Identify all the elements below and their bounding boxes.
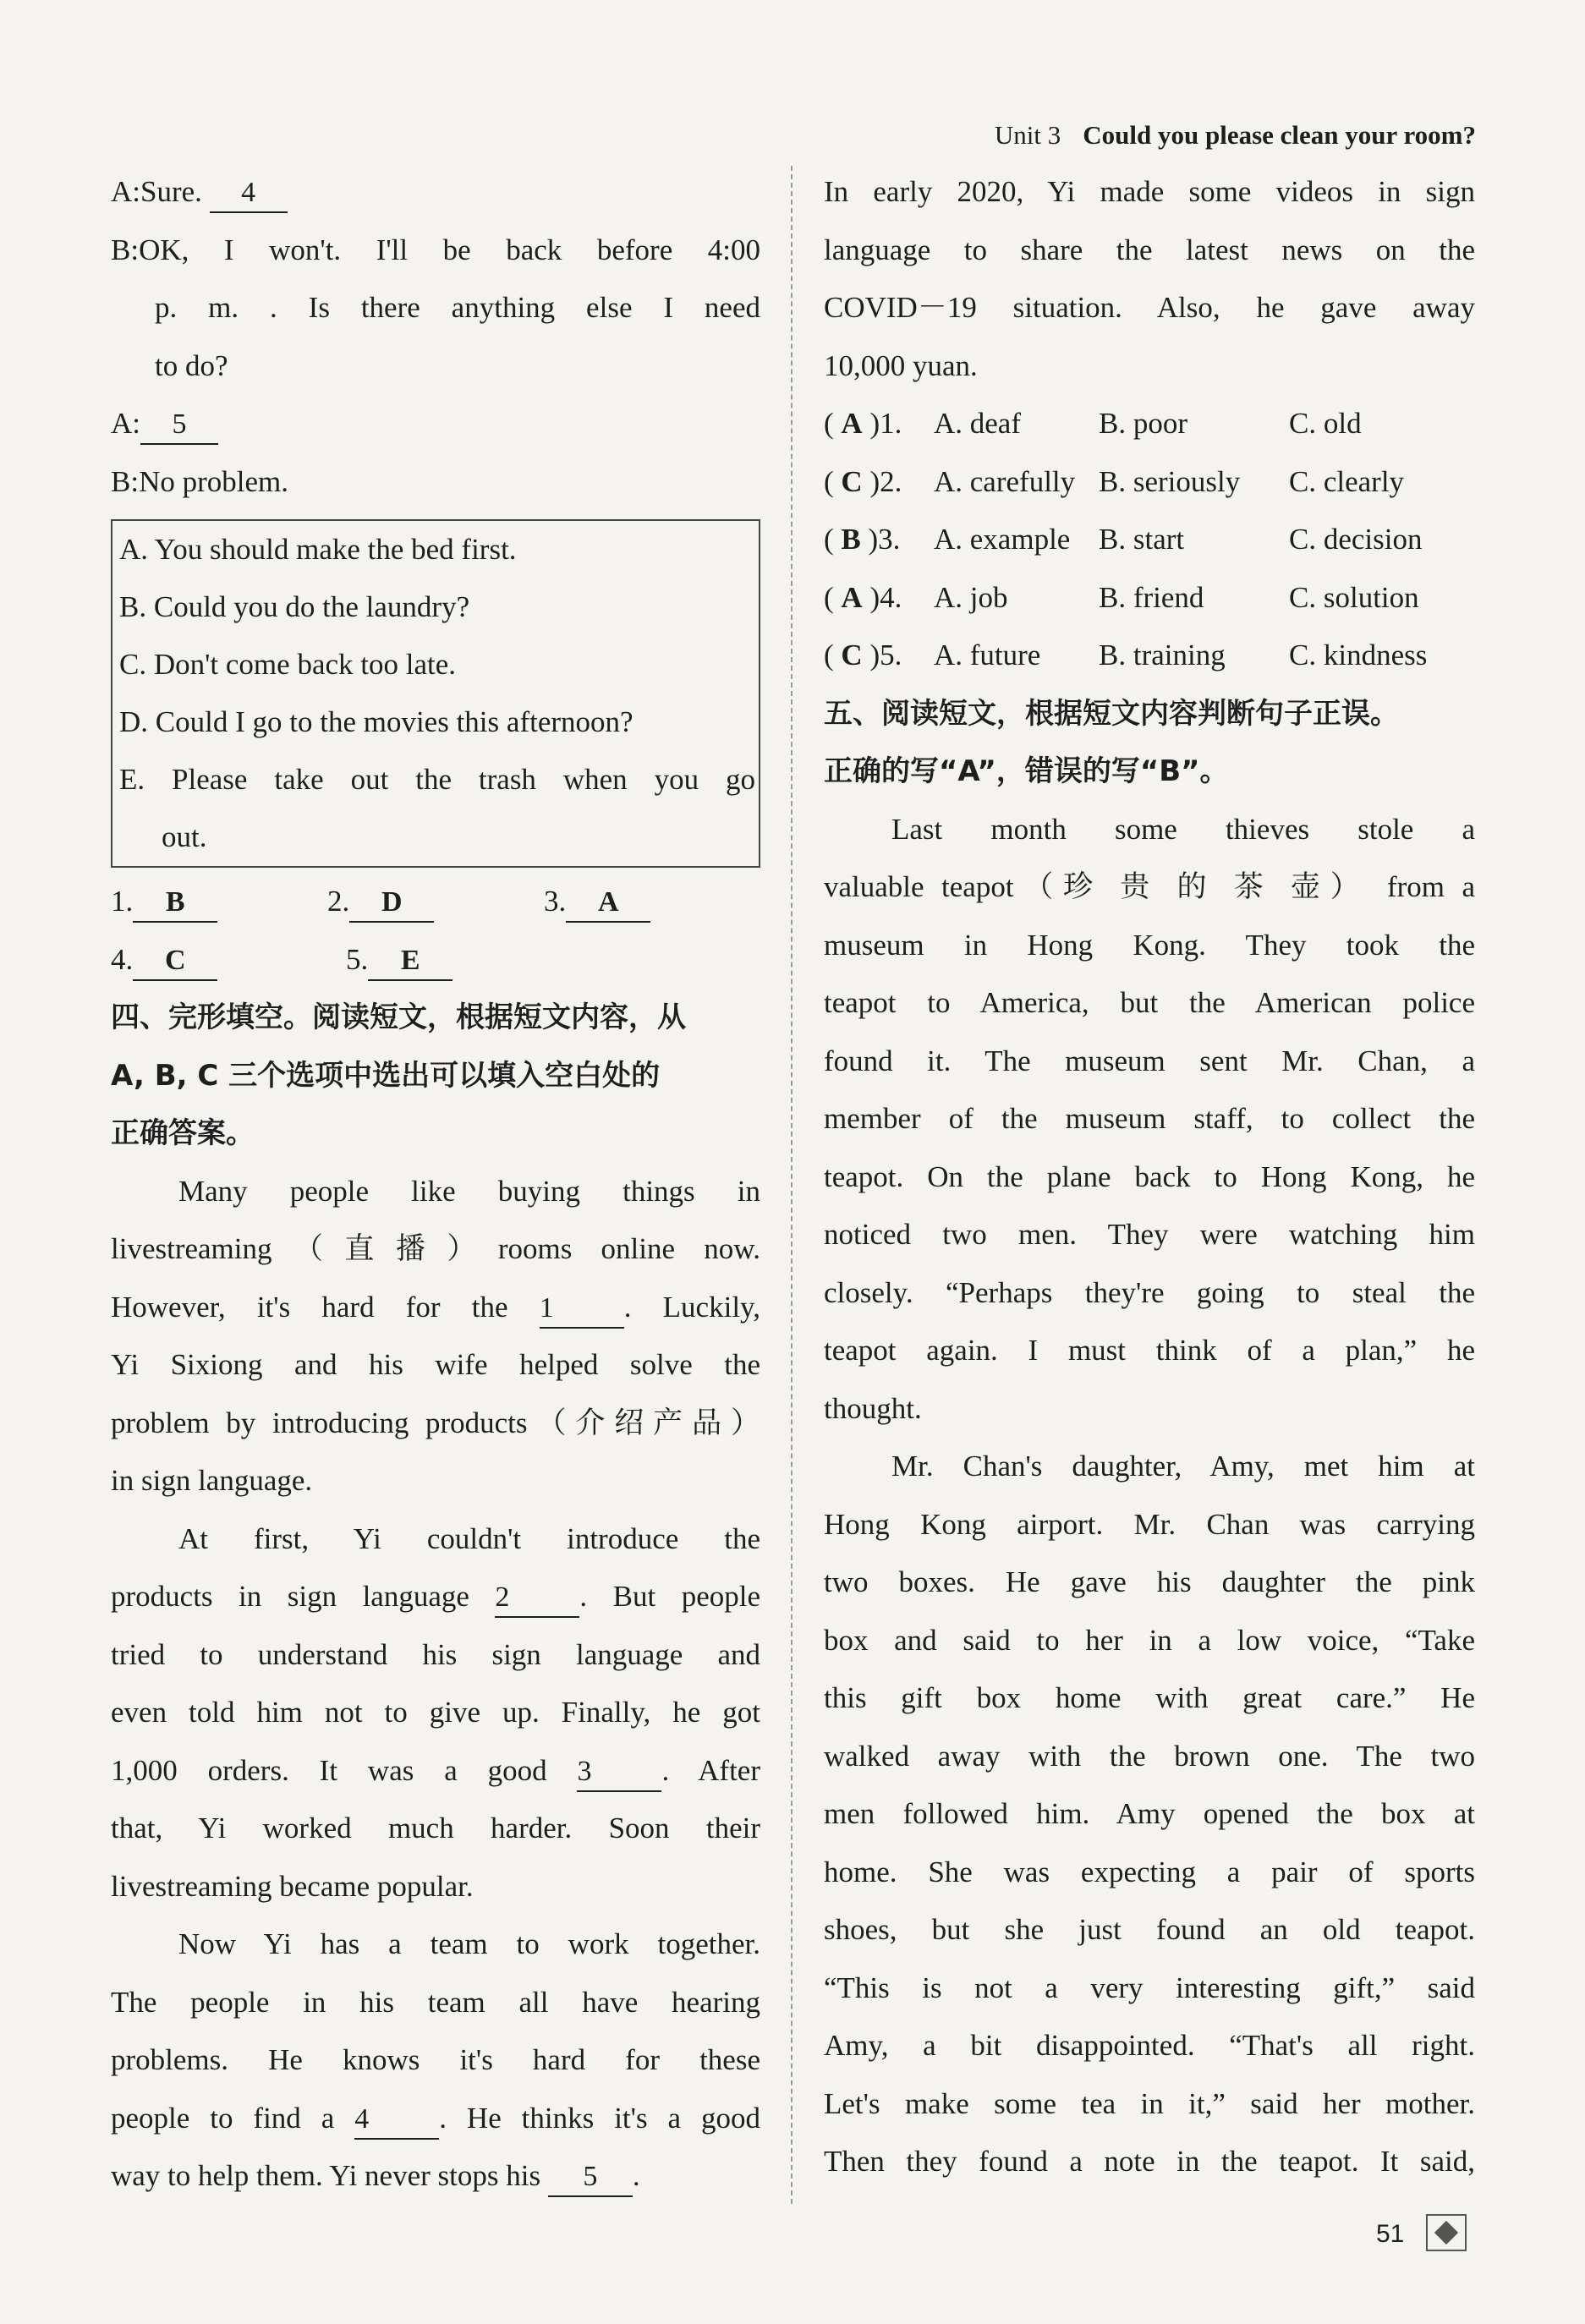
choice-answer: A (841, 580, 863, 614)
question-blank: 2 (495, 1579, 579, 1618)
passage-line: museum in Hong Kong. They took the (824, 928, 1475, 962)
passage-line: problem by introducing products（介绍产品） (111, 1406, 760, 1439)
passage-line: two boxes. He gave his daughter the pink (824, 1565, 1475, 1598)
passage-line: teapot to America, but the American police (824, 986, 1475, 1019)
unit-label: Unit 3 (994, 120, 1061, 150)
passage-line: people to find a 4 . He thinks it's a good (111, 2090, 760, 2148)
passage-line: Many people like buying things in (178, 1174, 760, 1208)
passage-line: The people in his team all have hearing (111, 1985, 760, 2019)
section-heading: 五、阅读短文，根据短文内容判断句子正误。 (824, 696, 1399, 731)
choice-row: ( A )1. A. deaf B. poor C. old (824, 407, 1362, 440)
passage-line: However, it's hard for the 1 . Luckily, (111, 1279, 760, 1337)
section-heading: 四、完形填空。阅读短文，根据短文内容，从 (111, 1000, 686, 1034)
passage-line: shoes, but she just found an old teapot. (824, 1913, 1475, 1946)
passage-line: Last month some thieves stole a (891, 812, 1475, 846)
answer-blank: A (566, 884, 650, 923)
passage-line: Mr. Chan's daughter, Amy, met him at (891, 1450, 1475, 1483)
dialogue-line: p. m. . Is there anything else I need (155, 291, 760, 324)
section-heading: A, B, C 三个选项中选出可以填入空白处的 (111, 1058, 661, 1093)
passage-line: livestreaming became popular. (111, 1869, 474, 1903)
options-box (111, 519, 760, 868)
choice-row: ( C )5. A. future B. training C. kindness (824, 639, 1428, 671)
passage-line: Hong Kong airport. Mr. Chan was carrying (824, 1507, 1475, 1541)
passage-line: in sign language. (111, 1464, 313, 1497)
question-blank: 3 (577, 1753, 661, 1792)
passage-line: way to help them. Yi never stops his 5 . (111, 2147, 760, 2206)
option-item: D. Could I go to the movies this afternoon? (119, 705, 633, 738)
passage-line: At first, Yi couldn't introduce the (178, 1521, 760, 1555)
passage-line: closely. “Perhaps they're going to steal the (824, 1275, 1475, 1309)
passage-line: member of the museum staff, to collect the (824, 1102, 1475, 1135)
answer-blank: E (368, 942, 452, 981)
passage-line: Yi Sixiong and his wife helped solve the (111, 1348, 760, 1381)
answer-blank: C (133, 942, 217, 981)
passage-line: thought. (824, 1391, 922, 1425)
passage-line: livestreaming（直播）rooms online now. (111, 1232, 760, 1265)
answer-blank: B (133, 884, 217, 923)
dialogue-line: B:No problem. (111, 464, 288, 498)
passage-line: Then they found a note in the teapot. It said, (824, 2145, 1475, 2178)
choice-row: ( B )3. A. example B. start C. decision (824, 523, 1423, 556)
option-item: C. Don't come back too late. (119, 648, 457, 681)
question-blank: 4 (354, 2101, 439, 2140)
passage-line: “This is not a very interesting gift,” said (824, 1970, 1475, 2004)
answer-row: 4. C 5. E (111, 931, 760, 989)
answer-blank: D (349, 884, 434, 923)
answer-blank: 4 (210, 174, 288, 213)
choice-answer: C (841, 639, 863, 671)
page-header (930, 120, 1476, 151)
choice-row: ( C )2. A. carefully B. seriously C. clearly (824, 464, 1405, 498)
dialogue-line: B:OK, I won't. I'll be back before 4:00 (111, 233, 760, 266)
passage-line: 10,000 yuan. (824, 348, 978, 382)
option-item: A. You should make the bed first. (119, 533, 517, 566)
passage-line: box and said to her in a low voice, “Take (824, 1623, 1475, 1657)
answer-blank: 5 (140, 406, 218, 445)
passage-line: 1,000 orders. It was a good 3 . After (111, 1742, 760, 1801)
passage-line: Amy, a bit disappointed. “That's all right. (824, 2029, 1475, 2062)
passage-line: language to share the latest news on the (824, 233, 1475, 266)
section-heading: 正确答案。 (111, 1116, 255, 1150)
passage-line: problems. He knows it's hard for these (111, 2043, 760, 2076)
passage-line: men followed him. Amy opened the box at (824, 1797, 1475, 1830)
unit-title: Could you please clean your room? (1083, 120, 1476, 150)
passage-line: walked away with the brown one. The two (824, 1739, 1475, 1773)
passage-line: In early 2020, Yi made some videos in sign (824, 175, 1475, 208)
passage-line: COVID－19 situation. Also, he gave away (824, 291, 1475, 324)
passage-line: teapot again. I must think of a plan,” he (824, 1334, 1475, 1367)
dialogue-line: A:Sure. 4 (111, 163, 760, 222)
diamond-icon (1426, 2214, 1467, 2251)
option-item: out. (162, 820, 207, 853)
option-item: B. Could you do the laundry? (119, 590, 470, 623)
passage-line: Let's make some tea in it,” said her mother. (824, 2086, 1475, 2120)
passage-line: noticed two men. They were watching him (824, 1218, 1475, 1251)
choice-answer: A (841, 407, 863, 440)
passage-line: this gift box home with great care.” He (824, 1681, 1475, 1714)
section-heading: 正确的写“A”，错误的写“B”。 (824, 754, 1229, 788)
left-column (111, 163, 760, 2206)
passage-line: products in sign language 2 . But people (111, 1568, 760, 1626)
choice-row: ( A )4. A. job B. friend C. solution (824, 580, 1419, 614)
dialogue-line: to do? (155, 348, 228, 382)
answer-row: 1. B 2. D 3. A (111, 873, 760, 931)
passage-line: even told him not to give up. Finally, he got (111, 1696, 760, 1729)
passage-line: home. She was expecting a pair of sports (824, 1855, 1475, 1888)
passage-line: teapot. On the plane back to Hong Kong, he (824, 1159, 1475, 1193)
page-number: 51 (1376, 2220, 1405, 2248)
passage-line: valuable teapot（珍 贵 的 茶 壶） from a (824, 870, 1475, 903)
option-item: E. Please take out the trash when you go (119, 763, 755, 796)
passage-line: tried to understand his sign language and (111, 1637, 760, 1671)
question-blank: 1 (540, 1290, 624, 1329)
passage-line: found it. The museum sent Mr. Chan, a (824, 1044, 1475, 1077)
right-column (824, 163, 1475, 2191)
question-blank: 5 (548, 2158, 633, 2197)
passage-line: that, Yi worked much harder. Soon their (111, 1812, 760, 1844)
dialogue-line: A: 5 (111, 395, 760, 453)
choice-answer: C (841, 464, 863, 498)
passage-line: Now Yi has a team to work together. (178, 1927, 760, 1960)
choice-answer: B (841, 523, 861, 556)
column-divider (791, 166, 792, 2204)
